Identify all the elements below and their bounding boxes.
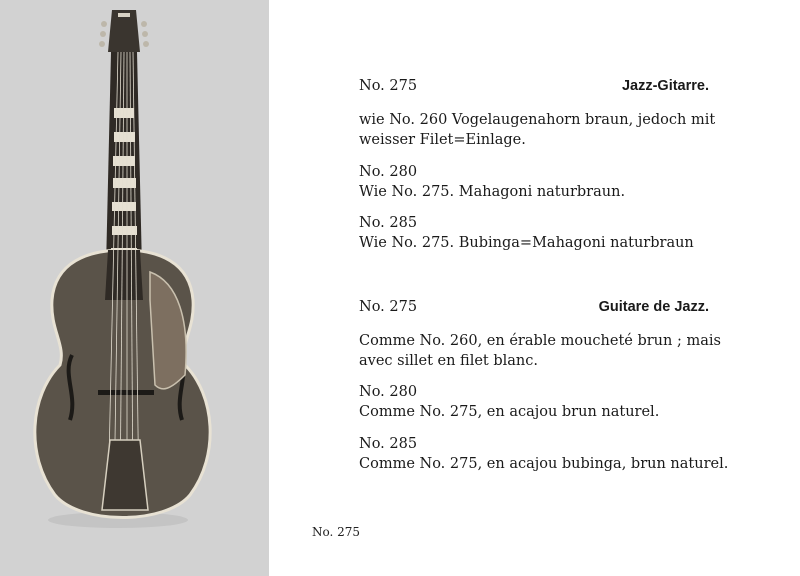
french-variant-285-text: Comme No. 275, en acajou bubinga, brun naturel.	[359, 456, 729, 472]
french-title: Guitare de Jazz.	[598, 299, 709, 315]
archtop-guitar-image	[0, 0, 269, 576]
photo-caption: No. 275	[312, 525, 361, 539]
french-variant-285-number: No. 285	[359, 436, 418, 452]
french-section	[359, 297, 709, 317]
french-variant-285	[359, 434, 729, 474]
german-variant-285-text: Wie No. 275. Bubinga=Mahagoni naturbraun	[359, 235, 694, 251]
german-model-number: No. 275	[359, 78, 418, 94]
german-variant-285-number: No. 285	[359, 215, 418, 231]
french-description	[359, 331, 721, 371]
german-variant-285	[359, 213, 709, 253]
german-header	[359, 76, 709, 96]
french-variant-280	[359, 382, 709, 422]
german-desc-line-1: wie No. 260 Vogelaugenahorn braun, jedoch mit	[359, 112, 716, 128]
french-variant-280-number: No. 280	[359, 384, 418, 400]
german-variant-280	[359, 162, 709, 202]
french-desc-line-1: Comme No. 260, en érable moucheté brun ; mais	[359, 333, 721, 349]
german-title: Jazz-Gitarre.	[621, 78, 709, 94]
french-variant-280-text: Comme No. 275, en acajou brun naturel.	[359, 404, 660, 420]
french-model-number: No. 275	[359, 299, 418, 315]
german-section	[359, 76, 709, 96]
german-desc-line-2: weisser Filet=Einlage.	[359, 132, 526, 148]
french-header	[359, 297, 709, 317]
german-variant-280-number: No. 280	[359, 164, 418, 180]
german-description	[359, 110, 716, 150]
german-variant-280-text: Wie No. 275. Mahagoni naturbraun.	[359, 184, 626, 200]
guitar-photo-panel	[0, 0, 269, 576]
french-desc-line-2: avec sillet en filet blanc.	[359, 353, 539, 369]
